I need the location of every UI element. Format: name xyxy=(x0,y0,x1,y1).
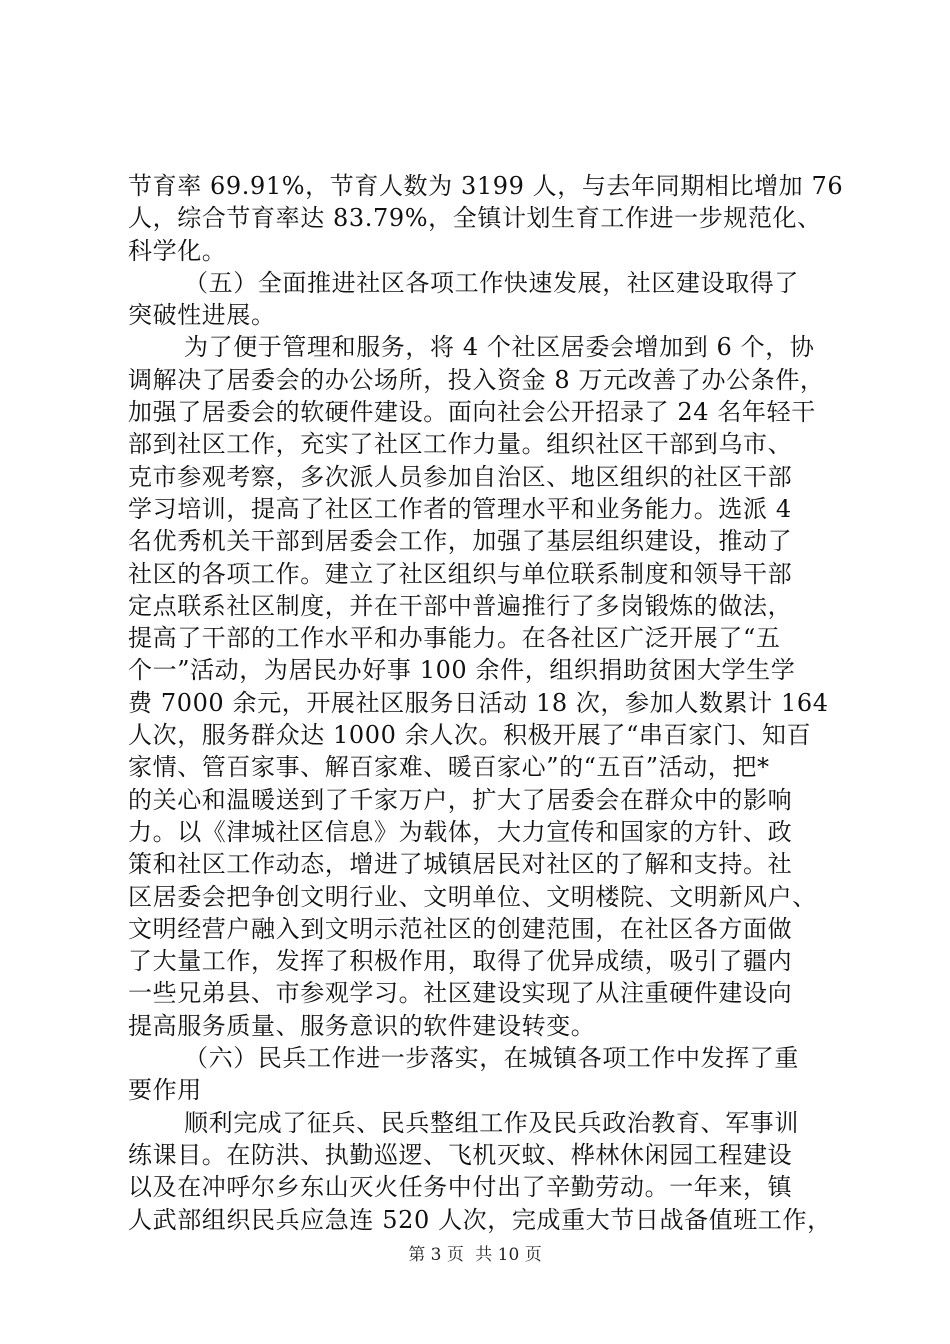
text-line: 名优秀机关干部到居委会工作，加强了基层组织建设，推动了 xyxy=(128,527,793,556)
text-line: （五）全面推进社区各项工作快速发展，社区建设取得了 xyxy=(184,268,799,297)
text-line: 区居委会把争创文明行业、文明单位、文明楼院、文明新风户、 xyxy=(128,882,817,911)
text-line: 力。以《津城社区信息》为载体，大力宣传和国家的方针、政 xyxy=(128,817,793,846)
text-line: 人，综合节育率达 83.79%，全镇计划生育工作进一步规范化、 xyxy=(128,204,822,233)
text-line: 提高了干部的工作水平和办事能力。在各社区广泛开展了“五 xyxy=(128,624,781,653)
text-line: 文明经营户融入到文明示范社区的创建范围，在社区各方面做 xyxy=(128,914,793,943)
text-line: 策和社区工作动态，增进了城镇居民对社区的了解和支持。社 xyxy=(128,850,793,879)
text-line: 顺利完成了征兵、民兵整组工作及民兵政治教育、军事训 xyxy=(184,1108,799,1137)
text-line: 练课目。在防洪、执勤巡逻、飞机灭蚊、桦林休闲园工程建设 xyxy=(128,1140,793,1169)
text-line: 部到社区工作，充实了社区工作力量。组织社区干部到乌市、 xyxy=(128,430,793,459)
text-line: 提高服务质量、服务意识的软件建设转变。 xyxy=(128,1011,596,1040)
page-number: 第 3 页 xyxy=(408,1245,464,1265)
text-line: 科学化。 xyxy=(128,236,227,265)
text-line: 突破性进展。 xyxy=(128,301,276,330)
text-line: 定点联系社区制度，并在干部中普遍推行了多岗锻炼的做法， xyxy=(128,591,793,620)
text-line: 节育率 69.91%，节育人数为 3199 人，与去年同期相比增加 76 xyxy=(128,172,844,200)
text-line: 克市参观考察，多次派人员参加自治区、地区组织的社区干部 xyxy=(128,462,793,491)
text-line: 人次，服务群众达 1000 余人次。积极开展了“串百家门、知百 xyxy=(128,721,812,750)
text-line: 以及在冲呼尔乡东山灭火任务中付出了辛勤劳动。一年来，镇 xyxy=(128,1173,793,1202)
text-line: （六）民兵工作进一步落实，在城镇各项工作中发挥了重 xyxy=(184,1044,799,1073)
text-line: 加强了居委会的软硬件建设。面向社会公开招录了 24 名年轻干 xyxy=(128,398,816,427)
text-line: 的关心和温暖送到了千家万户，扩大了居委会在群众中的影响 xyxy=(128,785,793,814)
text-line: 要作用 xyxy=(128,1076,202,1105)
text-line: 调解决了居委会的办公场所，投入资金 8 万元改善了办公条件， xyxy=(128,365,825,394)
text-line: 学习培训，提高了社区工作者的管理水平和业务能力。选派 4 xyxy=(128,494,792,523)
text-line: 个一”活动，为居民办好事 100 余件，组织捐助贫困大学生学 xyxy=(128,656,796,685)
text-line: 为了便于管理和服务，将 4 个社区居委会增加到 6 个，协 xyxy=(184,333,815,362)
text-line: 社区的各项工作。建立了社区组织与单位联系制度和领导干部 xyxy=(128,559,793,588)
text-line: 费 7000 余元，开展社区服务日活动 18 次，参加人数累计 164 xyxy=(128,688,829,717)
document-body xyxy=(128,170,844,1236)
text-line: 一些兄弟县、市参观学习。社区建设实现了从注重硬件建设向 xyxy=(128,979,793,1008)
page-total: 共 10 页 xyxy=(475,1245,542,1265)
text-line: 人武部组织民兵应急连 520 人次，完成重大节日战备值班工作， xyxy=(128,1205,832,1234)
page-footer xyxy=(0,1240,950,1265)
text-line: 了大量工作，发挥了积极作用，取得了优异成绩，吸引了疆内 xyxy=(128,947,793,976)
text-line: 家情、管百家事、解百家难、暖百家心”的“五百”活动，把* xyxy=(128,753,770,782)
